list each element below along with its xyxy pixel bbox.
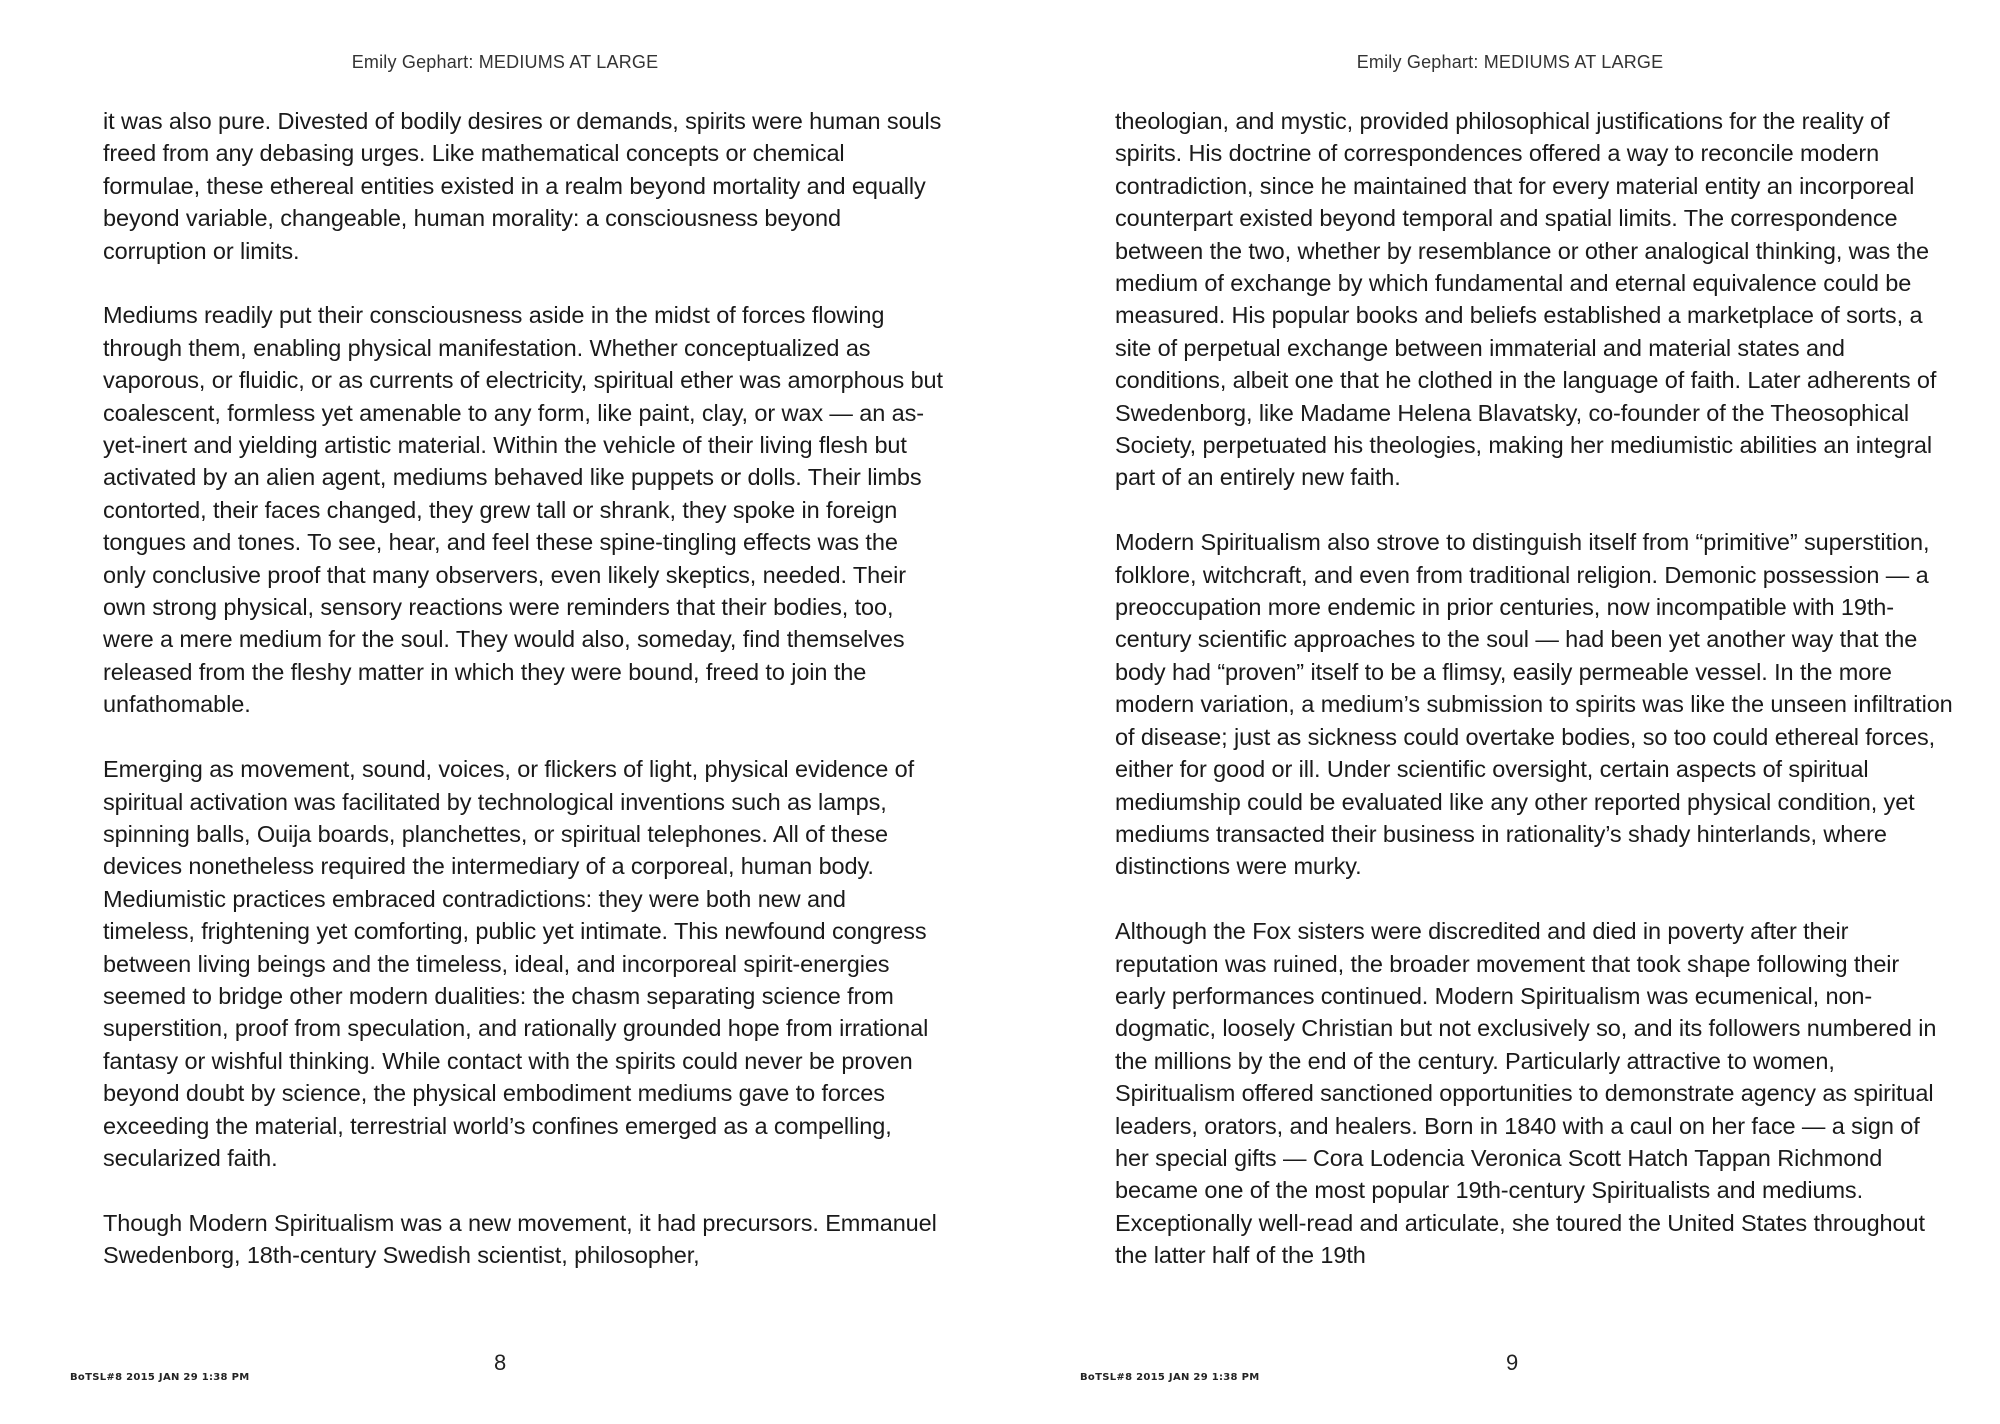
body-text xyxy=(103,105,943,1272)
paragraph: Though Modern Spiritualism was a new movement, it had precursors. Emmanuel Swedenborg, 18th-century Swedish scientist, philosopher, xyxy=(103,1209,937,1269)
page-number: 9 xyxy=(1506,1350,1519,1375)
print-slug: BoTSL#8 2015 JAN 29 1:38 PM xyxy=(1080,1372,1260,1383)
body-text xyxy=(1115,105,1955,1272)
paragraph: Mediums readily put their consciousness aside in the midst of forces flowing through them, enabling physical manifestation. Whether conceptualized as vaporous, or fluidic, or as currents of electricity, spiritual ether was amorphous but coalescent, formless yet amenable to any form, like paint, clay, or wax — an as-yet-inert and yielding artistic material. Within the vehicle of their living flesh but activated by an alien agent, mediums behaved like puppets or dolls. Their limbs contorted, their faces changed, they grew tall or shrank, they spoke in foreign tongues and tones. To see, hear, and feel these spine-tingling effects was the only conclusive proof that many observers, even likely skeptics, needed. Their own strong physical, sensory reactions were reminders that their bodies, too, were a mere medium for the soul. They would also, someday, find themselves released from the fleshy matter in which they were bound, freed to join the unfathomable. xyxy=(103,302,943,718)
running-head: Emily Gephart: MEDIUMS AT LARGE xyxy=(1356,52,1664,72)
running-head: Emily Gephart: MEDIUMS AT LARGE xyxy=(351,52,659,72)
paragraph: Modern Spiritualism also strove to distinguish itself from “primitive” superstition, folklore, witchcraft, and even from traditional religion. Demonic possession — a preoccupation more endemic in prior centuries, now incompatible with 19th-century scientific approaches to the soul — had been yet another way that the body had “proven” itself to be a flimsy, easily permeable vessel. In the more modern variation, a medium’s submission to spirits was like the unseen infiltration of disease; just as sickness could overtake bodies, so too could ethereal forces, either for good or ill. Under scientific oversight, certain aspects of spiritual mediumship could be evaluated like any other reported physical condition, yet mediums transacted their business in rationality’s shady hinterlands, where distinctions were murky. xyxy=(1115,529,1953,880)
right-page xyxy=(1010,0,2000,1424)
paragraph: Emerging as movement, sound, voices, or flickers of light, physical evidence of spiritual activation was facilitated by technological inventions such as lamps, spinning balls, Ouija boards, planchettes, or spiritual telephones. All of these devices nonetheless required the intermediary of a corporeal, human body. Mediumistic practices embraced contradictions: they were both new and timeless, frightening yet comforting, public yet intimate. This newfound congress between living beings and the timeless, ideal, and incorporeal spirit-energies seemed to bridge other modern dualities: the chasm separating science from superstition, proof from speculation, and rationally grounded hope from irrational fantasy or wishful thinking. While contact with the spirits could never be proven beyond doubt by science, the physical embodiment mediums gave to forces exceeding the material, terrestrial world’s confines emerged as a compelling, secularized faith. xyxy=(103,756,929,1171)
paragraph: Although the Fox sisters were discredited and died in poverty after their reputation was ruined, the broader movement that took shape following their early performances continued. Modern Spiritualism was ecumenical, non-dogmatic, loosely Christian but not exclusively so, and its followers numbered in the millions by the end of the century. Particularly attractive to women, Spiritualism offered sanctioned opportunities to demonstrate agency as spiritual leaders, orators, and healers. Born in 1840 with a caul on her face — a sign of her special gifts — Cora Lodencia Veronica Scott Hatch Tappan Richmond became one of the most popular 19th-century Spiritualists and mediums. Exceptionally well-read and articulate, she toured the United States throughout the latter half of the 19th xyxy=(1115,918,1937,1269)
paragraph: theologian, and mystic, provided philosophical justifications for the reality of spirits. His doctrine of correspondences offered a way to reconcile modern contradiction, since he maintained that for every material entity an incorporeal counterpart existed beyond temporal and spatial limits. The correspondence between the two, whether by resemblance or other analogical thinking, was the medium of exchange by which fundamental and eternal equivalence could be measured. His popular books and beliefs established a marketplace of sorts, a site of perpetual exchange between immaterial and material states and conditions, albeit one that he clothed in the language of faith. Later adherents of Swedenborg, like Madame Helena Blavatsky, co-founder of the Theosophical Society, perpetuated his theologies, making her mediumistic abilities an integral part of an entirely new faith. xyxy=(1115,108,1937,491)
paragraph: it was also pure. Divested of bodily desires or demands, spirits were human souls freed from any debasing urges. Like mathematical concepts or chemical formulae, these ethereal entities existed in a realm beyond mortality and equally beyond variable, changeable, human morality: a consciousness beyond corruption or limits. xyxy=(103,108,942,264)
page-number: 8 xyxy=(494,1350,507,1375)
print-slug: BoTSL#8 2015 JAN 29 1:38 PM xyxy=(70,1372,250,1383)
